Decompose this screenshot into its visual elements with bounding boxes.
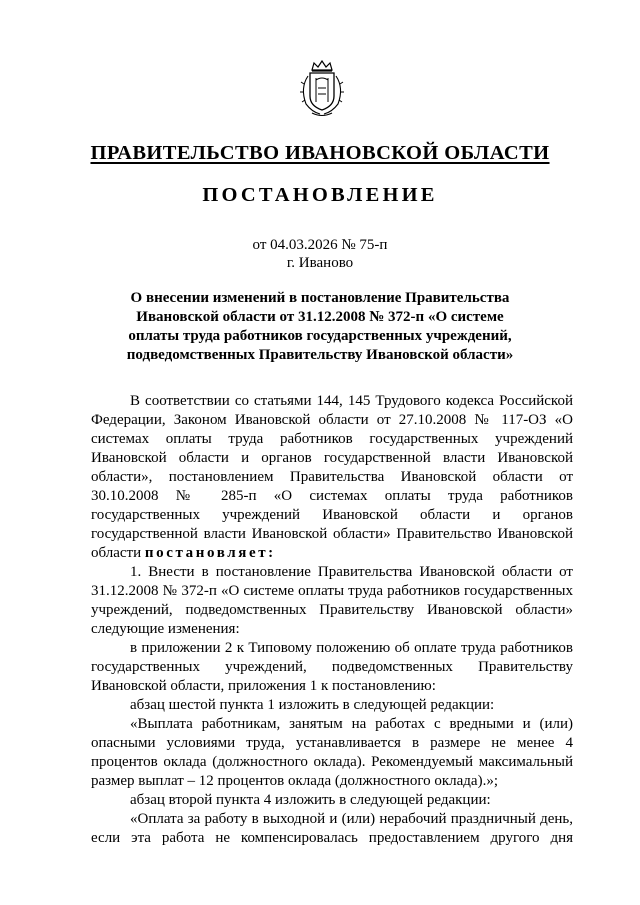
government-title: ПРАВИТЕЛЬСТВО ИВАНОВСКОЙ ОБЛАСТИ bbox=[90, 142, 550, 164]
preamble-text: В соответствии со статьями 144, 145 Трудового кодекса Российской Федерации, Законом Ивановской области от 27.10.2008 № 117-ОЗ «О системах оплаты труда работников государственных учреждений Ивановской области и органов государственной власти Ивановской области», постановлением Правительства Ивановской области от 30.10.2008 № 285-п «О системах оплаты труда работников государственных учреждений Ивановской области и органов государственной власти Ивановской области» Правительство Ивановской области bbox=[91, 393, 573, 561]
document-type: ПОСТАНОВЛЕНИЕ bbox=[202, 184, 438, 206]
city: г. Иваново bbox=[286, 255, 354, 271]
document-subject: О внесении изменений в постановление Правительства Ивановской области от 31.12.2008 № 372-п «О системе оплаты труда работников государственных учреждений, подведомственных Правительству Ивановской области» bbox=[126, 290, 514, 363]
annex-paragraph: в приложении 2 к Типовому положению об оплате труда работников государственных учреждений, подведомственных Правительству Ивановской области, приложения 1 к постановлению: bbox=[91, 640, 573, 694]
point-1-quote: «Выплата работникам, занятым на работах с вредными и (или) опасными условиями труда, устанавливается в размере не менее 4 процентов оклада (должностного оклада). Рекомендуемый максимальный размер выплат – 12 процентов оклада (должностного оклада).»; bbox=[91, 716, 573, 789]
point-1-instruction: абзац шестой пункта 1 изложить в следующей редакции: bbox=[130, 697, 495, 713]
decree-word: постановляет: bbox=[144, 545, 276, 561]
preamble-paragraph bbox=[91, 392, 573, 563]
ivanovo-coat-of-arms-icon bbox=[298, 60, 346, 118]
point-4-quote: «Оплата за работу в выходной и (или) нерабочий праздничный день, если эта работа не компенсировалась предоставлением другого дня bbox=[91, 811, 573, 846]
date-number: от 04.03.2026 № 75-п bbox=[252, 237, 388, 253]
document-body bbox=[91, 392, 573, 848]
point-4-instruction: абзац второй пункта 4 изложить в следующей редакции: bbox=[130, 792, 491, 808]
item-1-paragraph: 1. Внести в постановление Правительства Ивановской области от 31.12.2008 № 372-п «О системе оплаты труда работников государственных учреждений, подведомственных Правительству Ивановской области» следующие изменения: bbox=[91, 564, 573, 637]
